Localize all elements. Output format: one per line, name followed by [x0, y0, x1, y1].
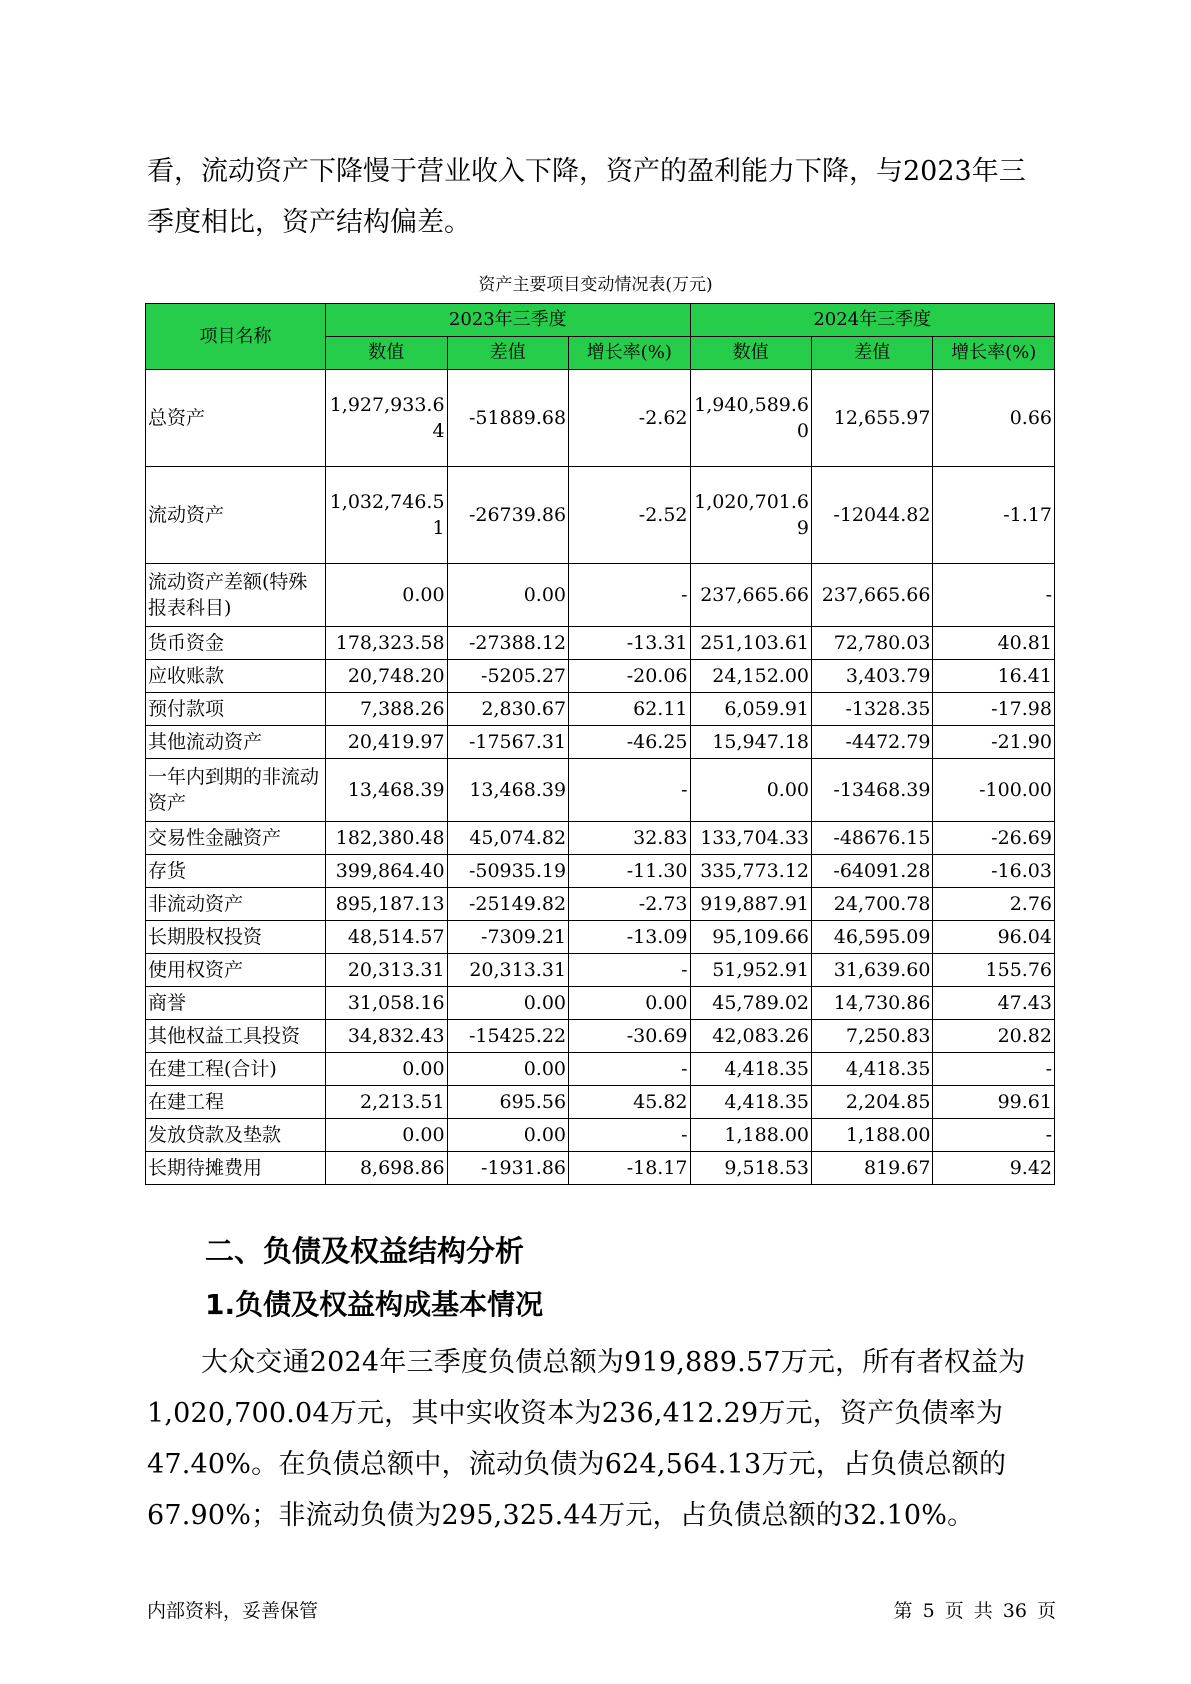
table-row	[146, 987, 1055, 1020]
table-row	[146, 1119, 1055, 1152]
cell-v2023: 399,864.40	[326, 855, 447, 888]
cell-d2023: 0.00	[447, 564, 568, 627]
cell-g2024: 0.66	[933, 370, 1055, 467]
table-caption: 资产主要项目变动情况表(万元)	[478, 275, 713, 295]
row-item-name: 商誉	[146, 987, 326, 1020]
header-diff-2024: 差值	[812, 337, 933, 370]
cell-g2023: -2.52	[569, 467, 690, 564]
cell-v2024: 335,773.12	[690, 855, 811, 888]
cell-g2023: -	[569, 564, 690, 627]
cell-g2024: -	[933, 1119, 1055, 1152]
footer-confidential: 内部资料，妥善保管	[147, 1600, 319, 1622]
cell-v2024: 45,789.02	[690, 987, 811, 1020]
row-item-name: 非流动资产	[146, 888, 326, 921]
cell-g2024: -17.98	[933, 693, 1055, 726]
cell-d2024: -12044.82	[812, 467, 933, 564]
header-period-2023: 2023年三季度	[326, 304, 690, 337]
cell-v2023: 895,187.13	[326, 888, 447, 921]
cell-v2023: 178,323.58	[326, 627, 447, 660]
cell-d2024: 237,665.66	[812, 564, 933, 627]
row-item-name: 交易性金融资产	[146, 822, 326, 855]
table-row	[146, 1020, 1055, 1053]
cell-d2023: -15425.22	[447, 1020, 568, 1053]
cell-g2023: -11.30	[569, 855, 690, 888]
cell-g2024: 96.04	[933, 921, 1055, 954]
cell-v2023: 34,832.43	[326, 1020, 447, 1053]
table-row	[146, 921, 1055, 954]
cell-v2023: 7,388.26	[326, 693, 447, 726]
cell-d2024: 31,639.60	[812, 954, 933, 987]
cell-g2024: -	[933, 564, 1055, 627]
cell-d2024: 46,595.09	[812, 921, 933, 954]
header-diff-2023: 差值	[447, 337, 568, 370]
cell-g2024: -1.17	[933, 467, 1055, 564]
body-paragraph: 大众交通2024年三季度负债总额为919,889.57万元，所有者权益为1,020,700.04万元，其中实收资本为236,412.29万元，资产负债率为47.40%。在负债总额中，流动负债为624,564.13万元，占负债总额的67.90%；非流动负债为295,325.44万元，占负债总额的32.10%。	[147, 1347, 1026, 1531]
header-item-name: 项目名称	[146, 304, 326, 370]
cell-g2023: 45.82	[569, 1086, 690, 1119]
footer-page-number: 第 5 页 共 36 页	[893, 1600, 1056, 1622]
cell-v2023: 0.00	[326, 564, 447, 627]
row-item-name: 总资产	[146, 370, 326, 467]
cell-d2023: 45,074.82	[447, 822, 568, 855]
cell-g2023: -20.06	[569, 660, 690, 693]
cell-v2024: 0.00	[690, 759, 811, 822]
cell-v2023: 48,514.57	[326, 921, 447, 954]
cell-v2023: 1,927,933.64	[326, 370, 447, 467]
cell-v2023: 0.00	[326, 1119, 447, 1152]
row-item-name: 货币资金	[146, 627, 326, 660]
table-row	[146, 660, 1055, 693]
cell-g2024: 155.76	[933, 954, 1055, 987]
cell-g2024: 40.81	[933, 627, 1055, 660]
cell-v2024: 95,109.66	[690, 921, 811, 954]
header-period-2024: 2024年三季度	[690, 304, 1054, 337]
cell-v2024: 1,940,589.60	[690, 370, 811, 467]
row-item-name: 发放贷款及垫款	[146, 1119, 326, 1152]
row-item-name: 一年内到期的非流动资产	[146, 759, 326, 822]
cell-v2024: 133,704.33	[690, 822, 811, 855]
cell-v2024: 24,152.00	[690, 660, 811, 693]
row-item-name: 在建工程(合计)	[146, 1053, 326, 1086]
table-header-row-1	[146, 304, 1055, 337]
asset-change-table	[145, 303, 1055, 1185]
cell-v2024: 42,083.26	[690, 1020, 811, 1053]
cell-d2023: -51889.68	[447, 370, 568, 467]
cell-d2024: 24,700.78	[812, 888, 933, 921]
cell-g2023: 0.00	[569, 987, 690, 1020]
cell-d2023: 0.00	[447, 1053, 568, 1086]
cell-d2024: -48676.15	[812, 822, 933, 855]
cell-g2024: -26.69	[933, 822, 1055, 855]
cell-g2023: -	[569, 759, 690, 822]
cell-g2024: 20.82	[933, 1020, 1055, 1053]
row-item-name: 使用权资产	[146, 954, 326, 987]
cell-g2023: -	[569, 1053, 690, 1086]
table-row	[146, 627, 1055, 660]
cell-d2024: -1328.35	[812, 693, 933, 726]
cell-v2023: 20,313.31	[326, 954, 447, 987]
row-item-name: 在建工程	[146, 1086, 326, 1119]
cell-d2024: -13468.39	[812, 759, 933, 822]
cell-g2023: -2.62	[569, 370, 690, 467]
cell-v2024: 51,952.91	[690, 954, 811, 987]
table-row	[146, 1152, 1055, 1185]
table-row	[146, 1053, 1055, 1086]
table-row	[146, 855, 1055, 888]
cell-g2023: -13.09	[569, 921, 690, 954]
cell-v2023: 20,748.20	[326, 660, 447, 693]
cell-v2024: 6,059.91	[690, 693, 811, 726]
cell-d2023: -26739.86	[447, 467, 568, 564]
header-value-2023: 数值	[326, 337, 447, 370]
cell-g2023: -46.25	[569, 726, 690, 759]
header-growth-2023: 增长率(%)	[569, 337, 690, 370]
cell-d2024: 1,188.00	[812, 1119, 933, 1152]
cell-d2024: 7,250.83	[812, 1020, 933, 1053]
cell-d2023: 695.56	[447, 1086, 568, 1119]
cell-d2024: 14,730.86	[812, 987, 933, 1020]
cell-g2023: 62.11	[569, 693, 690, 726]
cell-g2024: 2.76	[933, 888, 1055, 921]
cell-v2024: 1,020,701.69	[690, 467, 811, 564]
cell-g2023: -	[569, 954, 690, 987]
cell-g2024: -	[933, 1053, 1055, 1086]
cell-d2023: -1931.86	[447, 1152, 568, 1185]
table-row	[146, 954, 1055, 987]
cell-d2023: -25149.82	[447, 888, 568, 921]
cell-d2024: 12,655.97	[812, 370, 933, 467]
cell-v2024: 919,887.91	[690, 888, 811, 921]
cell-g2024: 16.41	[933, 660, 1055, 693]
cell-d2024: 72,780.03	[812, 627, 933, 660]
cell-d2023: -7309.21	[447, 921, 568, 954]
cell-d2023: 0.00	[447, 1119, 568, 1152]
table-row	[146, 564, 1055, 627]
cell-g2023: -	[569, 1119, 690, 1152]
table-row	[146, 759, 1055, 822]
cell-d2024: 4,418.35	[812, 1053, 933, 1086]
row-item-name: 流动资产	[146, 467, 326, 564]
cell-g2024: -100.00	[933, 759, 1055, 822]
cell-d2024: -4472.79	[812, 726, 933, 759]
cell-v2024: 1,188.00	[690, 1119, 811, 1152]
cell-d2023: 20,313.31	[447, 954, 568, 987]
cell-v2023: 13,468.39	[326, 759, 447, 822]
row-item-name: 长期股权投资	[146, 921, 326, 954]
cell-g2024: -21.90	[933, 726, 1055, 759]
row-item-name: 存货	[146, 855, 326, 888]
intro-paragraph: 看，流动资产下降慢于营业收入下降，资产的盈利能力下降，与2023年三季度相比，资产结构偏差。	[147, 156, 1026, 238]
cell-d2024: 819.67	[812, 1152, 933, 1185]
cell-d2023: -17567.31	[447, 726, 568, 759]
row-item-name: 流动资产差额(特殊报表科目)	[146, 564, 326, 627]
subsection-heading: 1.负债及权益构成基本情况	[205, 1288, 544, 1321]
cell-v2023: 182,380.48	[326, 822, 447, 855]
cell-v2023: 31,058.16	[326, 987, 447, 1020]
table-row	[146, 467, 1055, 564]
cell-d2023: 13,468.39	[447, 759, 568, 822]
cell-d2023: 0.00	[447, 987, 568, 1020]
table-row	[146, 370, 1055, 467]
cell-g2023: 32.83	[569, 822, 690, 855]
cell-v2024: 237,665.66	[690, 564, 811, 627]
table-row	[146, 888, 1055, 921]
cell-v2023: 20,419.97	[326, 726, 447, 759]
cell-g2024: 9.42	[933, 1152, 1055, 1185]
header-value-2024: 数值	[690, 337, 811, 370]
cell-d2023: -27388.12	[447, 627, 568, 660]
cell-g2023: -18.17	[569, 1152, 690, 1185]
cell-v2023: 1,032,746.51	[326, 467, 447, 564]
cell-d2023: 2,830.67	[447, 693, 568, 726]
cell-d2024: 3,403.79	[812, 660, 933, 693]
cell-v2024: 4,418.35	[690, 1086, 811, 1119]
row-item-name: 应收账款	[146, 660, 326, 693]
cell-g2024: 47.43	[933, 987, 1055, 1020]
table-row	[146, 1086, 1055, 1119]
cell-d2024: 2,204.85	[812, 1086, 933, 1119]
row-item-name: 其他流动资产	[146, 726, 326, 759]
cell-g2023: -13.31	[569, 627, 690, 660]
cell-v2023: 8,698.86	[326, 1152, 447, 1185]
cell-v2023: 0.00	[326, 1053, 447, 1086]
table-row	[146, 726, 1055, 759]
cell-g2024: -16.03	[933, 855, 1055, 888]
header-growth-2024: 增长率(%)	[933, 337, 1055, 370]
cell-v2024: 251,103.61	[690, 627, 811, 660]
row-item-name: 长期待摊费用	[146, 1152, 326, 1185]
cell-d2023: -50935.19	[447, 855, 568, 888]
cell-g2023: -30.69	[569, 1020, 690, 1053]
cell-v2024: 9,518.53	[690, 1152, 811, 1185]
row-item-name: 预付款项	[146, 693, 326, 726]
cell-v2024: 15,947.18	[690, 726, 811, 759]
cell-v2023: 2,213.51	[326, 1086, 447, 1119]
section-heading: 二、负债及权益结构分析	[205, 1234, 525, 1268]
cell-d2023: -5205.27	[447, 660, 568, 693]
cell-v2024: 4,418.35	[690, 1053, 811, 1086]
table-row	[146, 822, 1055, 855]
cell-d2024: -64091.28	[812, 855, 933, 888]
row-item-name: 其他权益工具投资	[146, 1020, 326, 1053]
cell-g2024: 99.61	[933, 1086, 1055, 1119]
cell-g2023: -2.73	[569, 888, 690, 921]
table-row	[146, 693, 1055, 726]
